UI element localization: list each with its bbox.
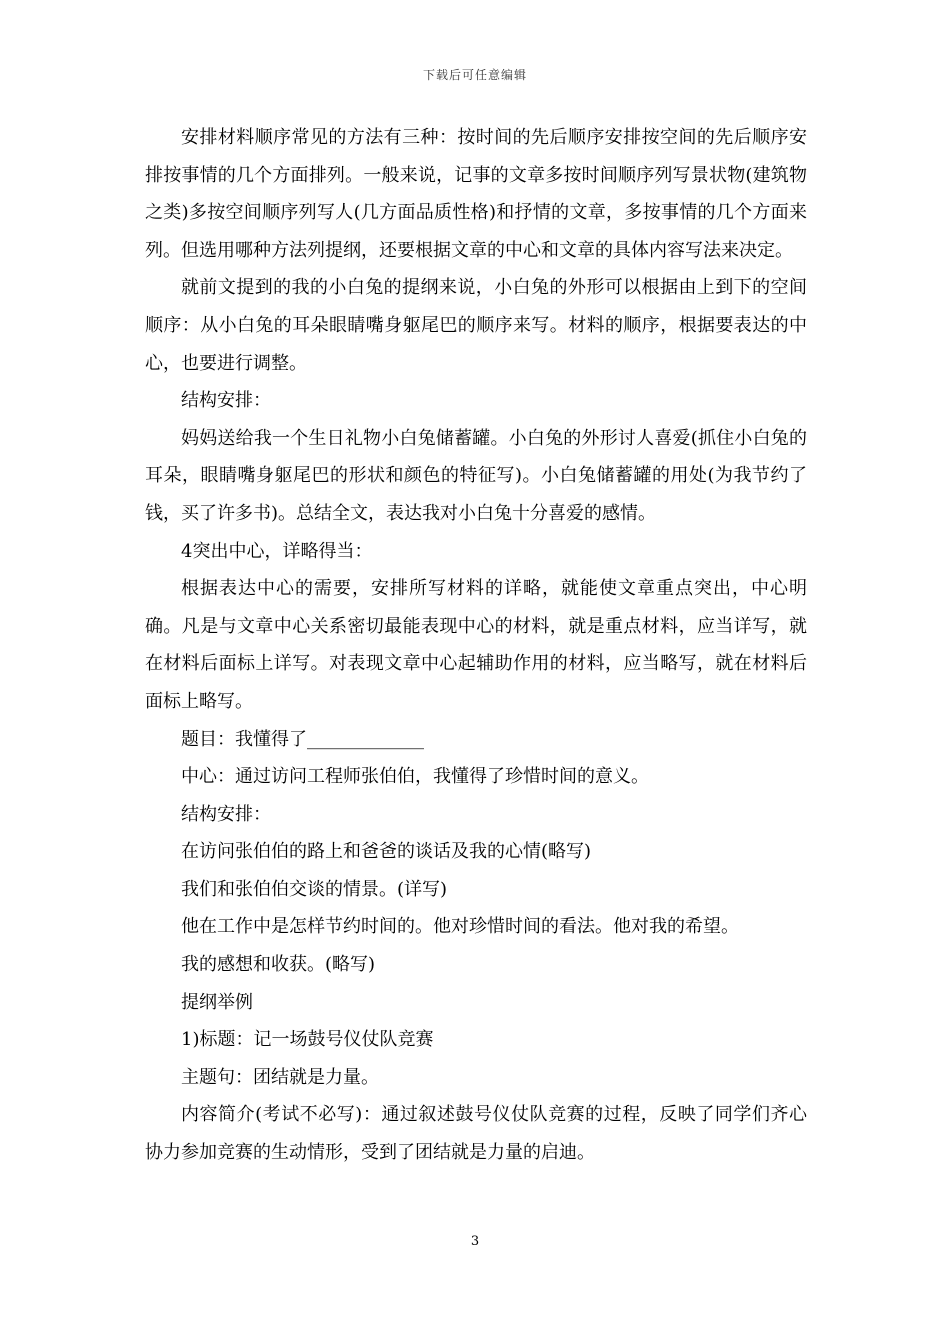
- paragraph: 就前文提到的我的小白兔的提纲来说，小白兔的外形可以根据由上到下的空间顺序：从小白兔的耳朵眼睛嘴身躯尾巴的顺序来写。材料的顺序，根据要表达的中心，也要进行调整。: [145, 277, 807, 374]
- paragraph: 4突出中心，详略得当：: [181, 540, 373, 562]
- paragraph: 结构安排：: [181, 803, 271, 825]
- paragraph: 我的感想和收获。(略写): [181, 954, 376, 976]
- paragraph: 在访问张伯伯的路上和爸爸的谈话及我的心情(略写): [181, 841, 592, 863]
- paragraph: 内容简介(考试不必写)：通过叙述鼓号仪仗队竞赛的过程，反映了同学们齐心协力参加竞赛的生动情形，受到了团结就是力量的启迪。: [145, 1104, 807, 1164]
- document-body: [145, 119, 807, 1172]
- paragraph: 妈妈送给我一个生日礼物小白兔储蓄罐。小白兔的外形讨人喜爱(抓住小白兔的耳朵，眼睛嘴身躯尾巴的形状和颜色的特征写)。小白兔储蓄罐的用处(为我节约了钱，买了许多书)。总结全文，表达我对小白兔十分喜爱的感情。: [145, 427, 807, 524]
- paragraph: 题目：我懂得了_____________: [181, 728, 424, 750]
- paragraph: 根据表达中心的需要，安排所写材料的详略，就能使文章重点突出，中心明确。凡是与文章中心关系密切最能表现中心的材料，就是重点材料，应当详写，就在材料后面标上详写。对表现文章中心起辅助作用的材料，应当略写，就在材料后面标上略写。: [145, 578, 807, 712]
- paragraph: 1)标题：记一场鼓号仪仗队竞赛: [181, 1029, 434, 1051]
- paragraph: 结构安排：: [181, 390, 271, 412]
- paragraph: 他在工作中是怎样节约时间的。他对珍惜时间的看法。他对我的希望。: [181, 916, 739, 938]
- paragraph: 安排材料顺序常见的方法有三种：按时间的先后顺序安排按空间的先后顺序安排按事情的几个方面排列。一般来说，记事的文章多按时间顺序列写景状物(建筑物之类)多按空间顺序列写人(几方面品质性格)和抒情的文章，多按事情的几个方面来列。但选用哪种方法列提纲，还要根据文章的中心和文章的具体内容写法来决定。: [145, 127, 807, 261]
- page-number: 3: [470, 1234, 480, 1249]
- page-header: 下载后可任意编辑: [422, 68, 527, 82]
- paragraph: 我们和张伯伯交谈的情景。(详写): [181, 878, 448, 900]
- paragraph: 提纲举例: [181, 991, 253, 1013]
- paragraph: 中心：通过访问工程师张伯伯，我懂得了珍惜时间的意义。: [181, 766, 649, 788]
- paragraph: 主题句：团结就是力量。: [181, 1066, 379, 1088]
